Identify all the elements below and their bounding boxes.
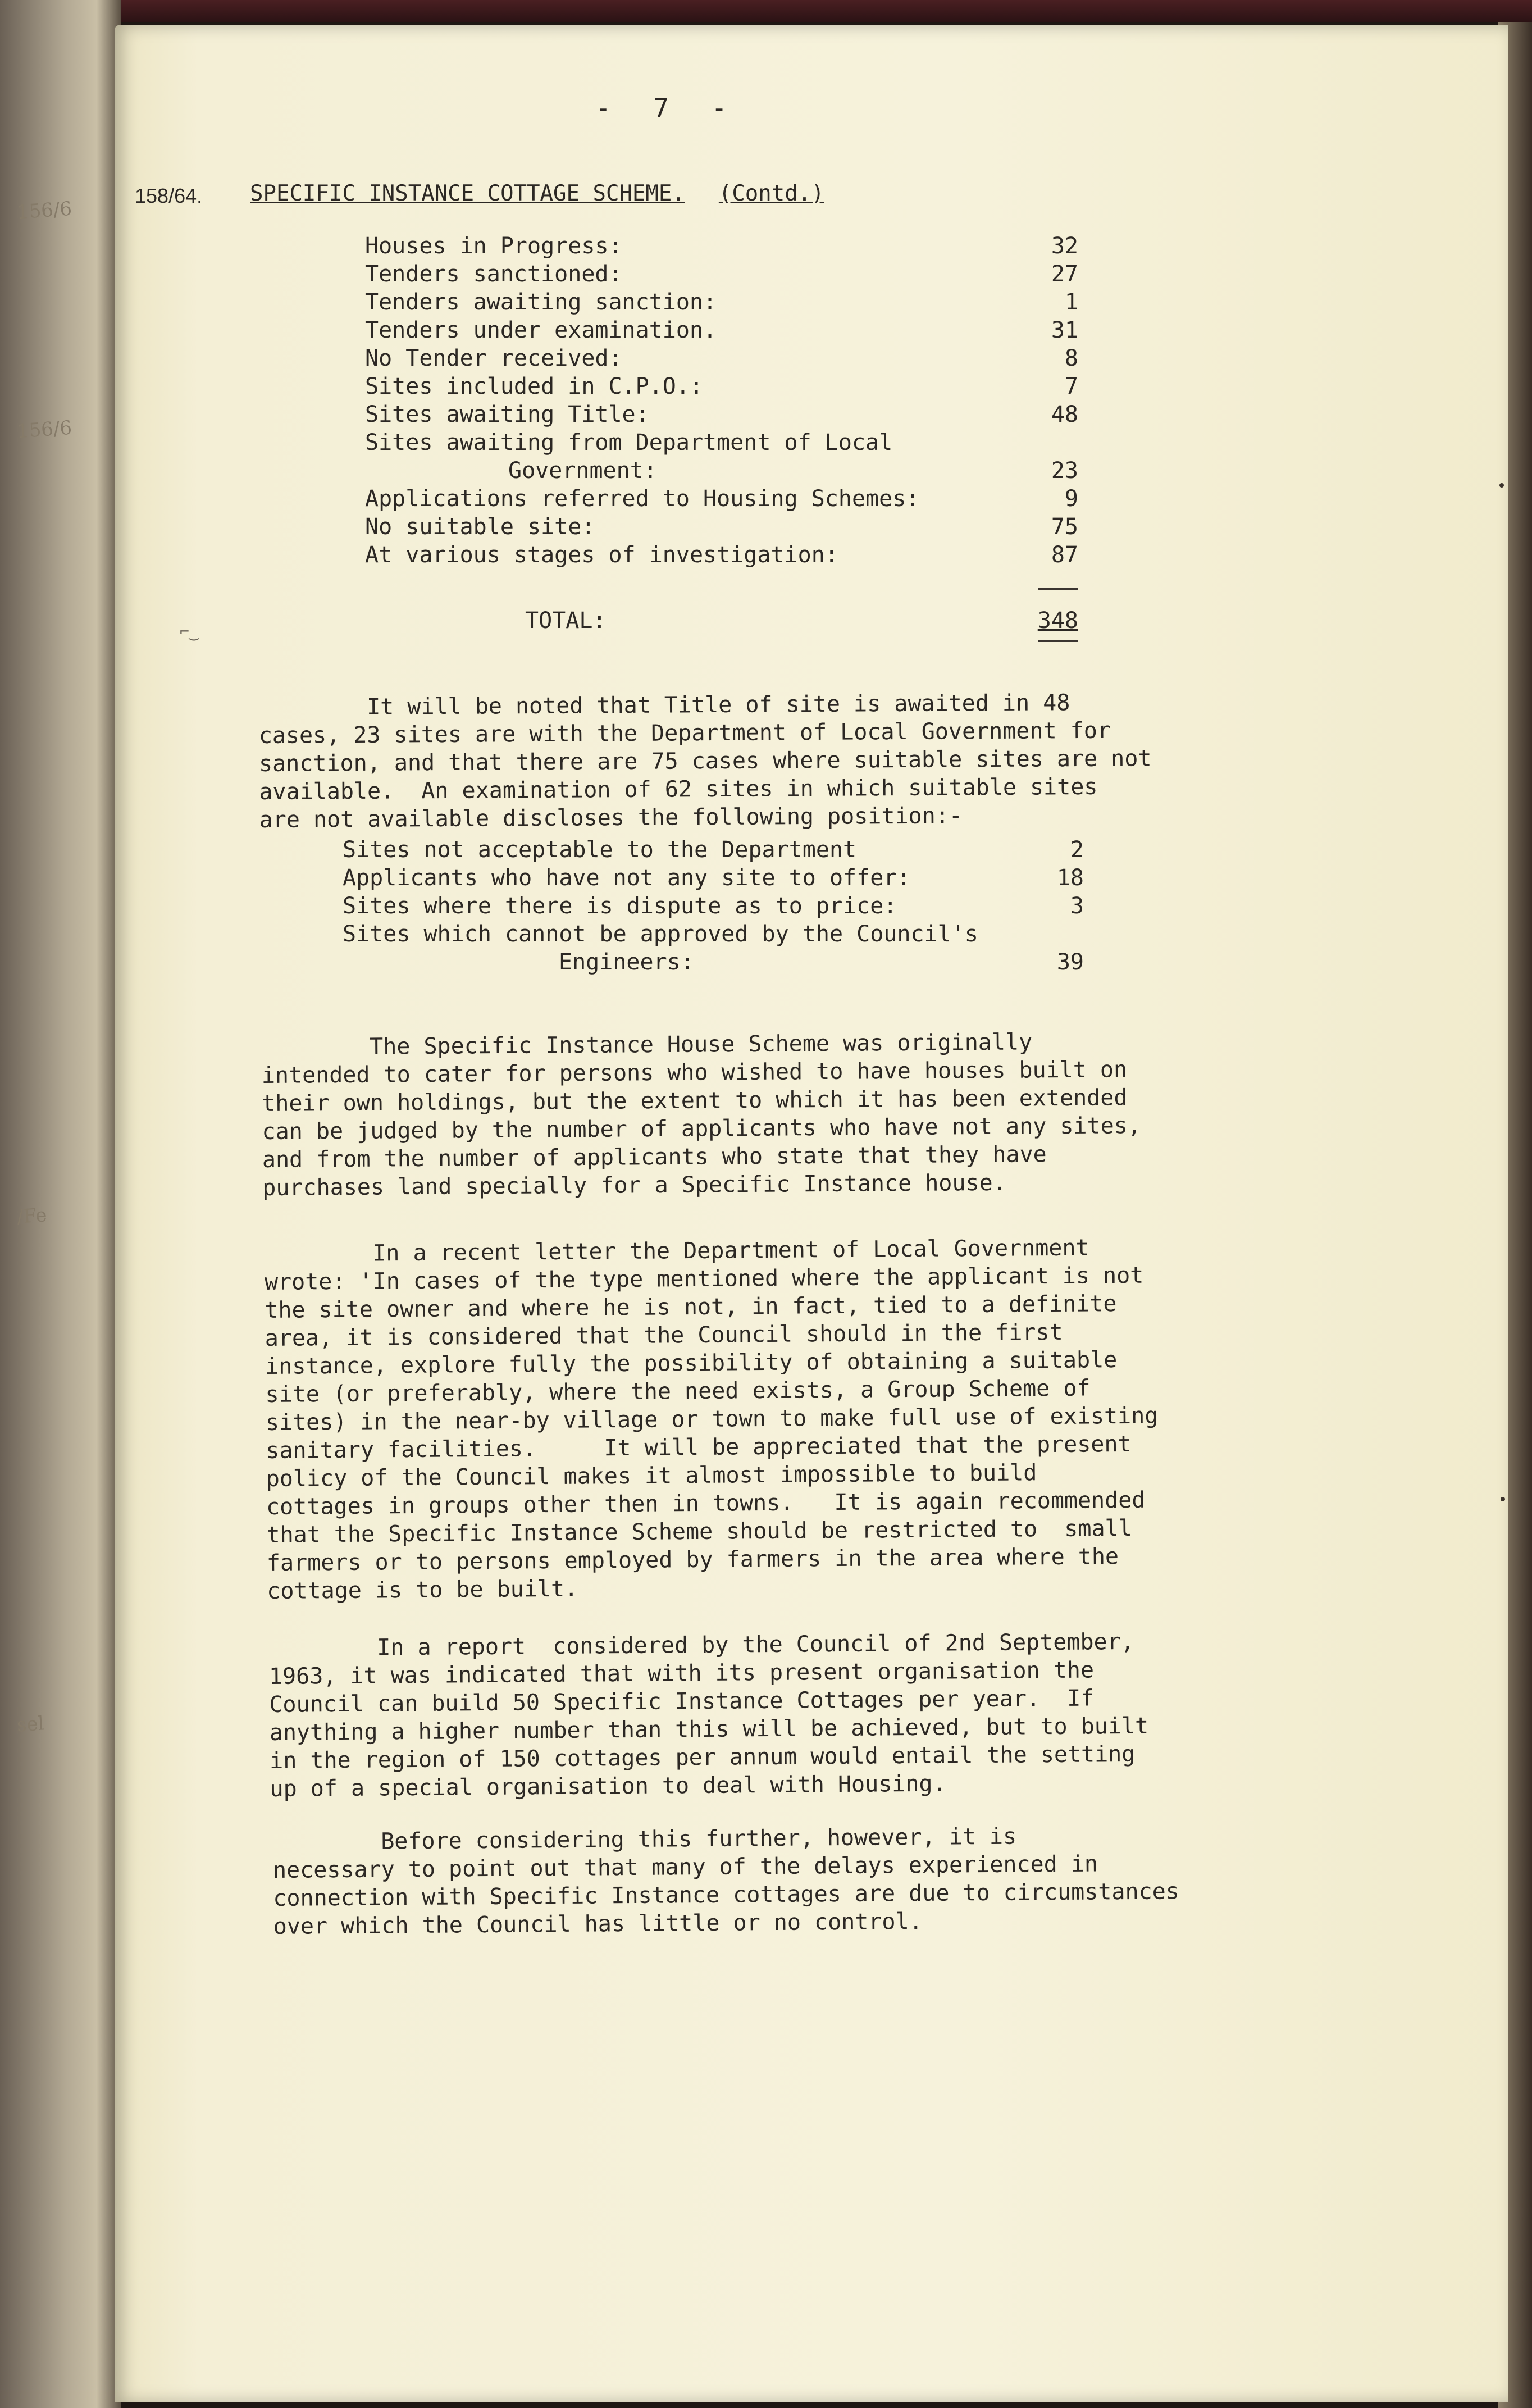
heading-contd: (Contd.)	[718, 181, 824, 206]
stat-row	[365, 345, 1078, 374]
paragraph-line: available. An examination of 62 sites in which suitable sites	[259, 773, 1098, 805]
stat-label: Tenders sanctioned:	[365, 261, 622, 287]
margin-mark	[1501, 1497, 1505, 1501]
stat-value: 9	[1064, 486, 1078, 512]
paragraph-line: the site owner and where he is not, in fact, tied to a definite	[265, 1291, 1117, 1323]
paragraph-line: up of a special organisation to deal with Housing.	[270, 1770, 946, 1802]
paragraph-line: instance, explore fully the possibility of obtaining a suitable	[265, 1347, 1118, 1380]
sites-value: 18	[1056, 865, 1084, 891]
sites-label: Sites which cannot be approved by the Council's	[343, 921, 978, 947]
stat-label: Sites awaiting Title:	[365, 402, 649, 427]
paragraph-title-awaited	[258, 660, 1152, 862]
paragraph-line: their own holdings, but the extent to which it has been extended	[262, 1085, 1128, 1117]
paragraph-line: connection with Specific Instance cottages are due to circumstances	[273, 1878, 1180, 1911]
section-heading	[250, 181, 824, 206]
paragraph-line: sanction, and that there are 75 cases where suitable sites are not	[258, 745, 1152, 777]
paragraph-line: policy of the Council makes it almost impossible to build	[266, 1460, 1037, 1492]
stat-row	[365, 458, 1078, 486]
stat-value: 48	[1051, 402, 1078, 427]
stat-label: No Tender received:	[365, 345, 622, 371]
paragraph-line: purchases land specially for a Specific Instance house.	[262, 1169, 1006, 1201]
paragraph-line: cases, 23 sites are with the Department of Local Government for	[258, 717, 1111, 749]
minute-reference: 158/64.	[135, 184, 203, 207]
stat-row	[365, 430, 1078, 458]
paragraph-line: The Specific Instance House Scheme was originally	[261, 1029, 1033, 1060]
double-underline	[1038, 640, 1078, 642]
total-label: TOTAL:	[525, 608, 607, 634]
paragraph-line: and from the number of applicants who state that they have	[262, 1141, 1047, 1173]
stat-row	[365, 486, 1078, 514]
paragraph-line: sanitary facilities. It will be appreciated that the present	[266, 1431, 1132, 1464]
sum-rule	[1038, 588, 1078, 590]
previous-page-fragment: 156/6	[16, 416, 73, 443]
stat-label: At various stages of investigation:	[365, 542, 838, 568]
paragraph-line: area, it is considered that the Council should in the first	[265, 1319, 1063, 1351]
stat-value: 75	[1051, 514, 1078, 540]
paragraph-line: sites) in the near-by village or town to make full use of existing	[265, 1403, 1159, 1436]
stat-row	[365, 289, 1078, 317]
sites-label: Sites not acceptable to the Department	[343, 837, 857, 863]
stat-row	[365, 233, 1078, 261]
sites-row	[343, 865, 1084, 893]
paragraph-line: site (or preferably, where the need exists, a Group Scheme of	[265, 1375, 1091, 1408]
sites-value: 2	[1070, 837, 1084, 863]
stat-label: Tenders awaiting sanction:	[365, 289, 717, 315]
stat-value: 87	[1051, 542, 1078, 568]
paragraph-scheme-intent	[261, 999, 1142, 1230]
paragraph-line: cottages in groups other then in towns. It is again recommended	[266, 1487, 1146, 1520]
stat-value: 32	[1051, 233, 1078, 259]
paragraph-line: in the region of 150 cottages per annum would entail the setting	[269, 1741, 1136, 1774]
stat-value: 8	[1064, 345, 1078, 371]
stat-label: Tenders under examination.	[365, 317, 717, 343]
stat-row	[365, 402, 1078, 430]
paragraph-line: Before considering this further, however, it is	[272, 1823, 1017, 1855]
sites-row	[343, 921, 1084, 949]
stat-label: No suitable site:	[365, 514, 595, 540]
stat-label: Sites included in C.P.O.:	[365, 374, 704, 399]
stat-label: Sites awaiting from Department of Local	[365, 430, 893, 456]
page-number: - 7 -	[595, 93, 741, 123]
heading-title: SPECIFIC INSTANCE COTTAGE SCHEME.	[250, 181, 685, 206]
paragraph-line: necessary to point out that many of the delays experienced in	[272, 1851, 1098, 1883]
stat-value: 31	[1051, 317, 1078, 343]
stat-value: 7	[1064, 374, 1078, 399]
paragraph-line: 1963, it was indicated that with its present organisation the	[268, 1657, 1095, 1690]
sites-value: 39	[1056, 949, 1084, 975]
stat-row	[365, 317, 1078, 345]
binding-edge	[0, 0, 1532, 22]
paragraph-department-letter	[264, 1205, 1160, 1633]
unsuitable-sites-list	[343, 837, 1084, 977]
stat-row	[365, 542, 1078, 570]
sites-label: Applicants who have not any site to offer:	[343, 865, 911, 891]
stat-value: 1	[1064, 289, 1078, 315]
paragraph-delays	[272, 1793, 1180, 1969]
paragraph-line: are not available discloses the following position:-	[259, 803, 963, 833]
stat-row	[365, 514, 1078, 542]
margin-mark	[1499, 483, 1504, 488]
sites-label: Sites where there is dispute as to price:	[343, 893, 897, 919]
sites-row	[343, 949, 1084, 977]
previous-page-fragment: /Fe	[16, 1204, 48, 1228]
sites-row	[343, 893, 1084, 921]
paragraph-line: farmers or to persons employed by farmers in the area where the	[266, 1544, 1119, 1576]
sites-value: 3	[1070, 893, 1084, 919]
paragraph-line: intended to cater for persons who wished to have houses built on	[261, 1057, 1128, 1089]
sites-label: Engineers:	[559, 949, 694, 975]
paragraph-line: can be judged by the number of applicants who have not any sites,	[262, 1113, 1142, 1145]
paragraph-line: It will be noted that Title of site is awaited in 48	[258, 690, 1070, 721]
paragraph-line: that the Specific Instance Scheme should be restricted to small	[266, 1515, 1132, 1548]
paragraph-line: Council can build 50 Specific Instance Cottages per year. If	[269, 1685, 1095, 1718]
ink-mark: ⌐‿	[180, 622, 199, 641]
stat-row	[365, 374, 1078, 402]
sites-row	[343, 837, 1084, 865]
paragraph-line: anything a higher number than this will be achieved, but to built	[269, 1713, 1149, 1746]
previous-page-edge	[0, 0, 121, 2408]
stat-row	[365, 261, 1078, 289]
paragraph-line: over which the Council has little or no control.	[273, 1908, 923, 1940]
stat-label: Government:	[508, 458, 657, 484]
paragraph-line: In a recent letter the Department of Local Government	[264, 1235, 1089, 1267]
stat-value: 23	[1051, 458, 1078, 484]
stat-label: Applications referred to Housing Schemes:	[365, 486, 920, 512]
paragraph-line: cottage is to be built.	[267, 1576, 578, 1604]
previous-page-fragment: sel	[16, 1712, 45, 1737]
paragraph-line: wrote: 'In cases of the type mentioned where the applicant is not	[264, 1262, 1144, 1295]
total-value: 348	[1037, 608, 1078, 634]
stat-label: Houses in Progress:	[365, 233, 622, 259]
paragraph-line: In a report considered by the Council of 2nd September,	[268, 1628, 1134, 1662]
stat-value: 27	[1051, 261, 1078, 287]
previous-page-fragment: 156/6	[16, 197, 73, 224]
progress-stats-list	[365, 233, 1078, 570]
total-row	[365, 608, 1078, 639]
